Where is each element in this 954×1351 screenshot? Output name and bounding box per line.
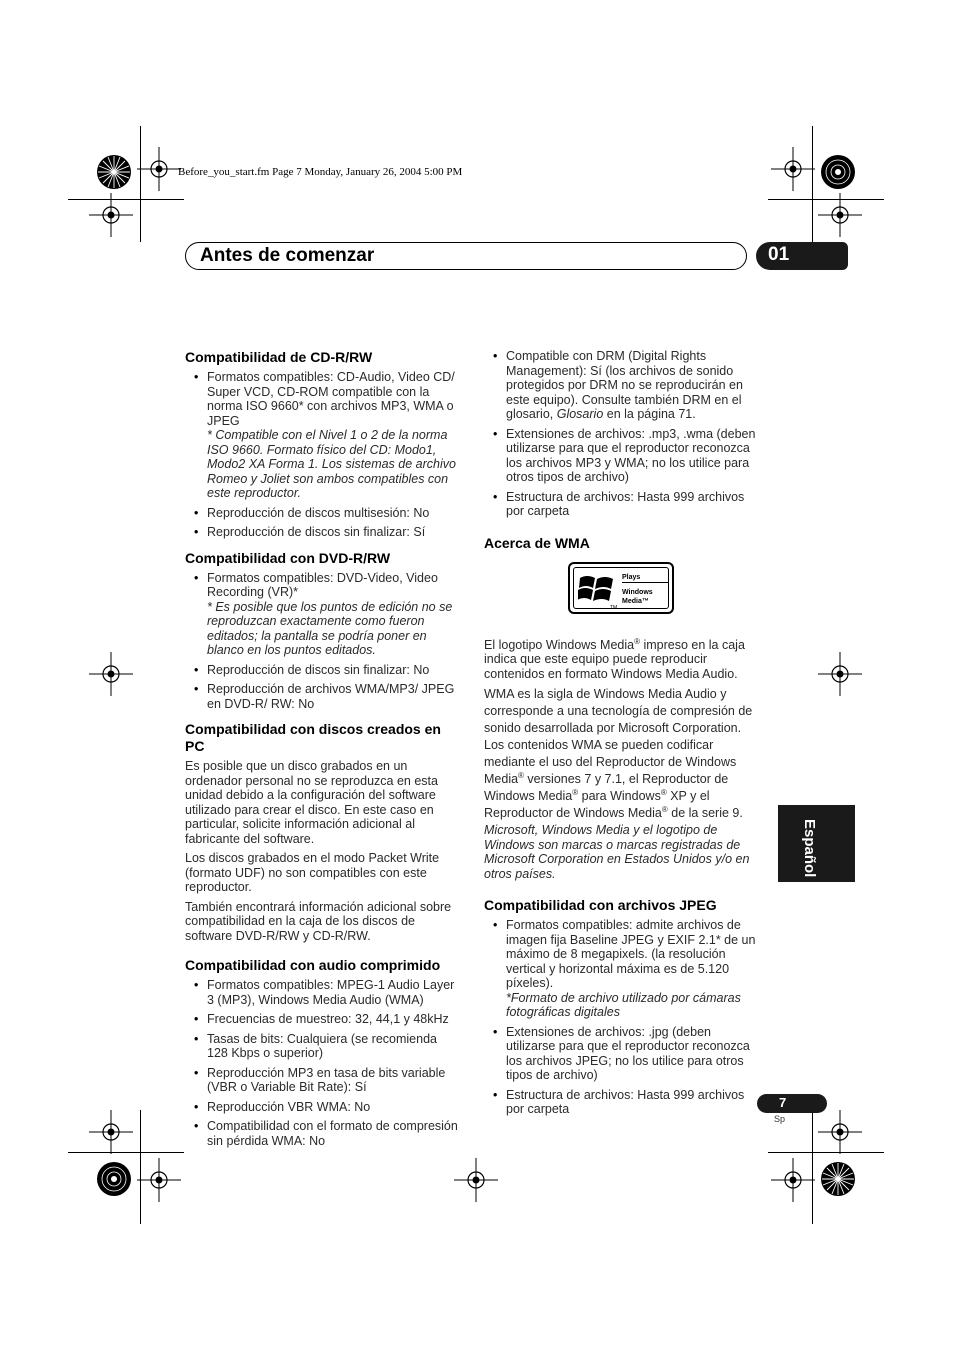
crosshair-icon: [771, 147, 815, 191]
chapter-title: Antes de comenzar: [200, 245, 375, 266]
plays-windows-media-logo: [568, 562, 674, 614]
list-item: • Extensiones de archivos: .jpg (deben utilizarse para que el reproductor reconozca los archivos JPEG; no los utilice para otros tipos de archivo): [506, 1025, 758, 1083]
section-heading: Compatibilidad con archivos JPEG: [484, 897, 717, 913]
logo-plays-text: Plays: [622, 573, 641, 581]
list-item: • Reproducción de discos sin finalizar: No: [207, 663, 459, 678]
list-item-text: Compatible con DRM (Digital Rights Management): Sí (los archivos de sonido protegidos por DRM no se reproducirán en este equipo). Consulte también DRM en el glosario,: [506, 349, 743, 421]
bullet-list-drm: [484, 349, 758, 519]
section-compressed-audio: [185, 957, 459, 1148]
logo-divider: [622, 582, 668, 583]
list-item: • Reproducción de archivos WMA/MP3/ JPEG en DVD-R/ RW: No: [207, 682, 459, 711]
file-info-line: Before_you_start.fm Page 7 Monday, January 26, 2004 5:00 PM: [178, 166, 463, 178]
paragraph: [484, 686, 758, 822]
section-jpeg: [484, 897, 758, 1117]
section-heading: Compatibilidad con audio comprimido: [185, 957, 441, 973]
section-heading: Compatibilidad con discos creados en PC: [185, 721, 441, 754]
section-heading: Compatibilidad con DVD-R/RW: [185, 549, 391, 566]
bullet-list: [484, 918, 758, 1117]
registered-mark: ®: [660, 787, 667, 797]
registered-mark: ®: [518, 770, 524, 780]
crosshair-icon: [454, 1158, 498, 1202]
registration-rosette-icon: [820, 1161, 856, 1197]
list-item-text: Formatos compatibles: CD-Audio, Video CD/ Super VCD, CD-ROM compatible con la norma ISO 9660* con archivos MP3, WMA o JPEG: [207, 370, 455, 428]
list-item: • Compatibilidad con el formato de compresión sin pérdida WMA: No: [207, 1119, 459, 1148]
list-item: [207, 370, 459, 501]
list-item: • Reproducción de discos multisesión: No: [207, 506, 459, 521]
paragraph: Es posible que un disco grabados en un ordenador personal no se reproduzca en esta unidad debido a la configuración del software utilizado para crear el disco. En este caso en particular, solicite información adicional al fabricante del software.: [185, 759, 438, 846]
list-item: [506, 918, 758, 1020]
bullet-list: [185, 370, 459, 540]
registered-mark: ®: [572, 787, 579, 797]
page-number: 7: [779, 1095, 787, 1110]
page-number-badge: [757, 1094, 827, 1113]
list-item: • Estructura de archivos: Hasta 999 archivos por carpeta: [506, 490, 758, 519]
section-about-wma: [484, 535, 758, 882]
registration-rosette-icon: [96, 1161, 132, 1197]
text-run: WMA es la sigla de Windows Media Audio y corresponde a una tecnología de compresión de sonido desarrollada por Microsoft Corporation. Los contenidos WMA se pueden codificar mediante el uso del Reproductor de Windows Media: [484, 687, 753, 786]
page-language-code: Sp: [774, 1114, 786, 1124]
crosshair-icon: [771, 1158, 815, 1202]
text-run: para Windows: [578, 789, 661, 803]
chapter-number: 01: [768, 244, 790, 265]
text-run: El logotipo Windows Media: [484, 637, 635, 652]
list-item: • Estructura de archivos: Hasta 999 archivos por carpeta: [506, 1088, 758, 1117]
list-item: • Reproducción VBR WMA: No: [207, 1100, 459, 1115]
list-item: [207, 571, 459, 658]
logo-windows-media-text: Windows Media™: [622, 588, 653, 605]
crosshair-icon: [89, 652, 133, 696]
bullet-list: [185, 978, 459, 1148]
section-cd-rw: [185, 349, 459, 540]
crosshair-icon: [89, 1110, 133, 1154]
footnote-text: * Compatible con el Nivel 1 o 2 de la norma ISO 9660. Formato físico del CD: Modo1, Modo2 XA Forma 1. Los sistemas de archivo Romeo y Joliet son ambos compatibles con este reproductor.: [207, 428, 456, 500]
crosshair-icon: [89, 193, 133, 237]
list-item: • Reproducción de discos sin finalizar: Sí: [207, 525, 459, 540]
registered-mark: ®: [634, 636, 640, 646]
chapter-title-bar: [185, 242, 747, 270]
section-dvd-rw: [185, 550, 459, 712]
list-item-text: Formatos compatibles: DVD-Video, Video Recording (VR)*: [207, 570, 438, 599]
section-heading: Acerca de WMA: [484, 534, 590, 551]
list-item: • Frecuencias de muestreo: 32, 44,1 y 48kHz: [207, 1012, 459, 1027]
list-item: • Tasas de bits: Cualquiera (se recomienda 128 Kbps o superior): [207, 1032, 459, 1061]
text-run: de la serie 9.: [667, 806, 743, 820]
registration-rosette-icon: [820, 154, 856, 190]
left-column: [185, 349, 459, 1158]
trademark-note: Microsoft, Windows Media y el logotipo de Windows son marcas o marcas registradas de Microsoft Corporation en Estados Unidos y/o en otros países.: [484, 823, 750, 881]
list-item: [506, 349, 758, 422]
footnote-text: * Es posible que los puntos de edición no se reproduzcan exactamente como fueron editados; la pantalla se podría poner en blanco en los puntos editados.: [207, 599, 453, 657]
chapter-number-badge: [756, 242, 848, 270]
text-run: versiones 7 y 7.1, el Reproductor de Windows Media: [484, 772, 729, 803]
crosshair-icon: [818, 652, 862, 696]
list-item-text: Formatos compatibles: admite archivos de imagen fija Baseline JPEG y EXIF 2.1* de un máximo de 8 megapixels. (la resolución vertical y horizontal máxima es de 5.120 píxeles).: [506, 918, 756, 990]
paragraph: También encontrará información adicional sobre compatibilidad en la caja de los discos de software DVD-R/RW y CD-R/RW.: [185, 899, 452, 943]
footnote-text: *Formato de archivo utilizado por cámaras fotográficas digitales: [506, 990, 741, 1019]
registered-mark: ®: [661, 804, 668, 814]
glossary-link-text: Glosario: [556, 407, 604, 421]
logo-tm-text: TM: [610, 604, 618, 611]
text-run: XP y el Reproductor de Windows Media: [484, 789, 710, 820]
registration-rosette-icon: [96, 154, 132, 190]
list-item: • Extensiones de archivos: .mp3, .wma (deben utilizarse para que el reproductor reconozca los archivos MP3 y WMA; no los utilice para otros tipos de archivo): [506, 427, 758, 485]
list-item-text: en la página 71.: [603, 407, 696, 421]
paragraph: Los discos grabados en el modo Packet Write (formato UDF) no son compatibles con este reproductor.: [185, 851, 440, 894]
language-tab: [778, 805, 855, 882]
list-item: • Reproducción MP3 en tasa de bits variable (VBR o Variable Bit Rate): Sí: [207, 1066, 459, 1095]
section-pc-discs: [185, 721, 459, 943]
list-item: • Formatos compatibles: MPEG-1 Audio Layer 3 (MP3), Windows Media Audio (WMA): [207, 978, 459, 1007]
section-heading: Compatibilidad de CD-R/RW: [185, 349, 373, 365]
bullet-list: [185, 571, 459, 712]
paragraph: [484, 638, 758, 682]
crosshair-icon: [137, 147, 181, 191]
crosshair-icon: [818, 193, 862, 237]
crosshair-icon: [137, 1158, 181, 1202]
language-tab-label: Español: [801, 819, 818, 878]
crosshair-icon: [818, 1110, 862, 1154]
right-column: [484, 349, 758, 1127]
text-run: impreso en la caja indica que este equipo puede reproducir contenidos en formato Windows Media Audio.: [484, 637, 745, 681]
